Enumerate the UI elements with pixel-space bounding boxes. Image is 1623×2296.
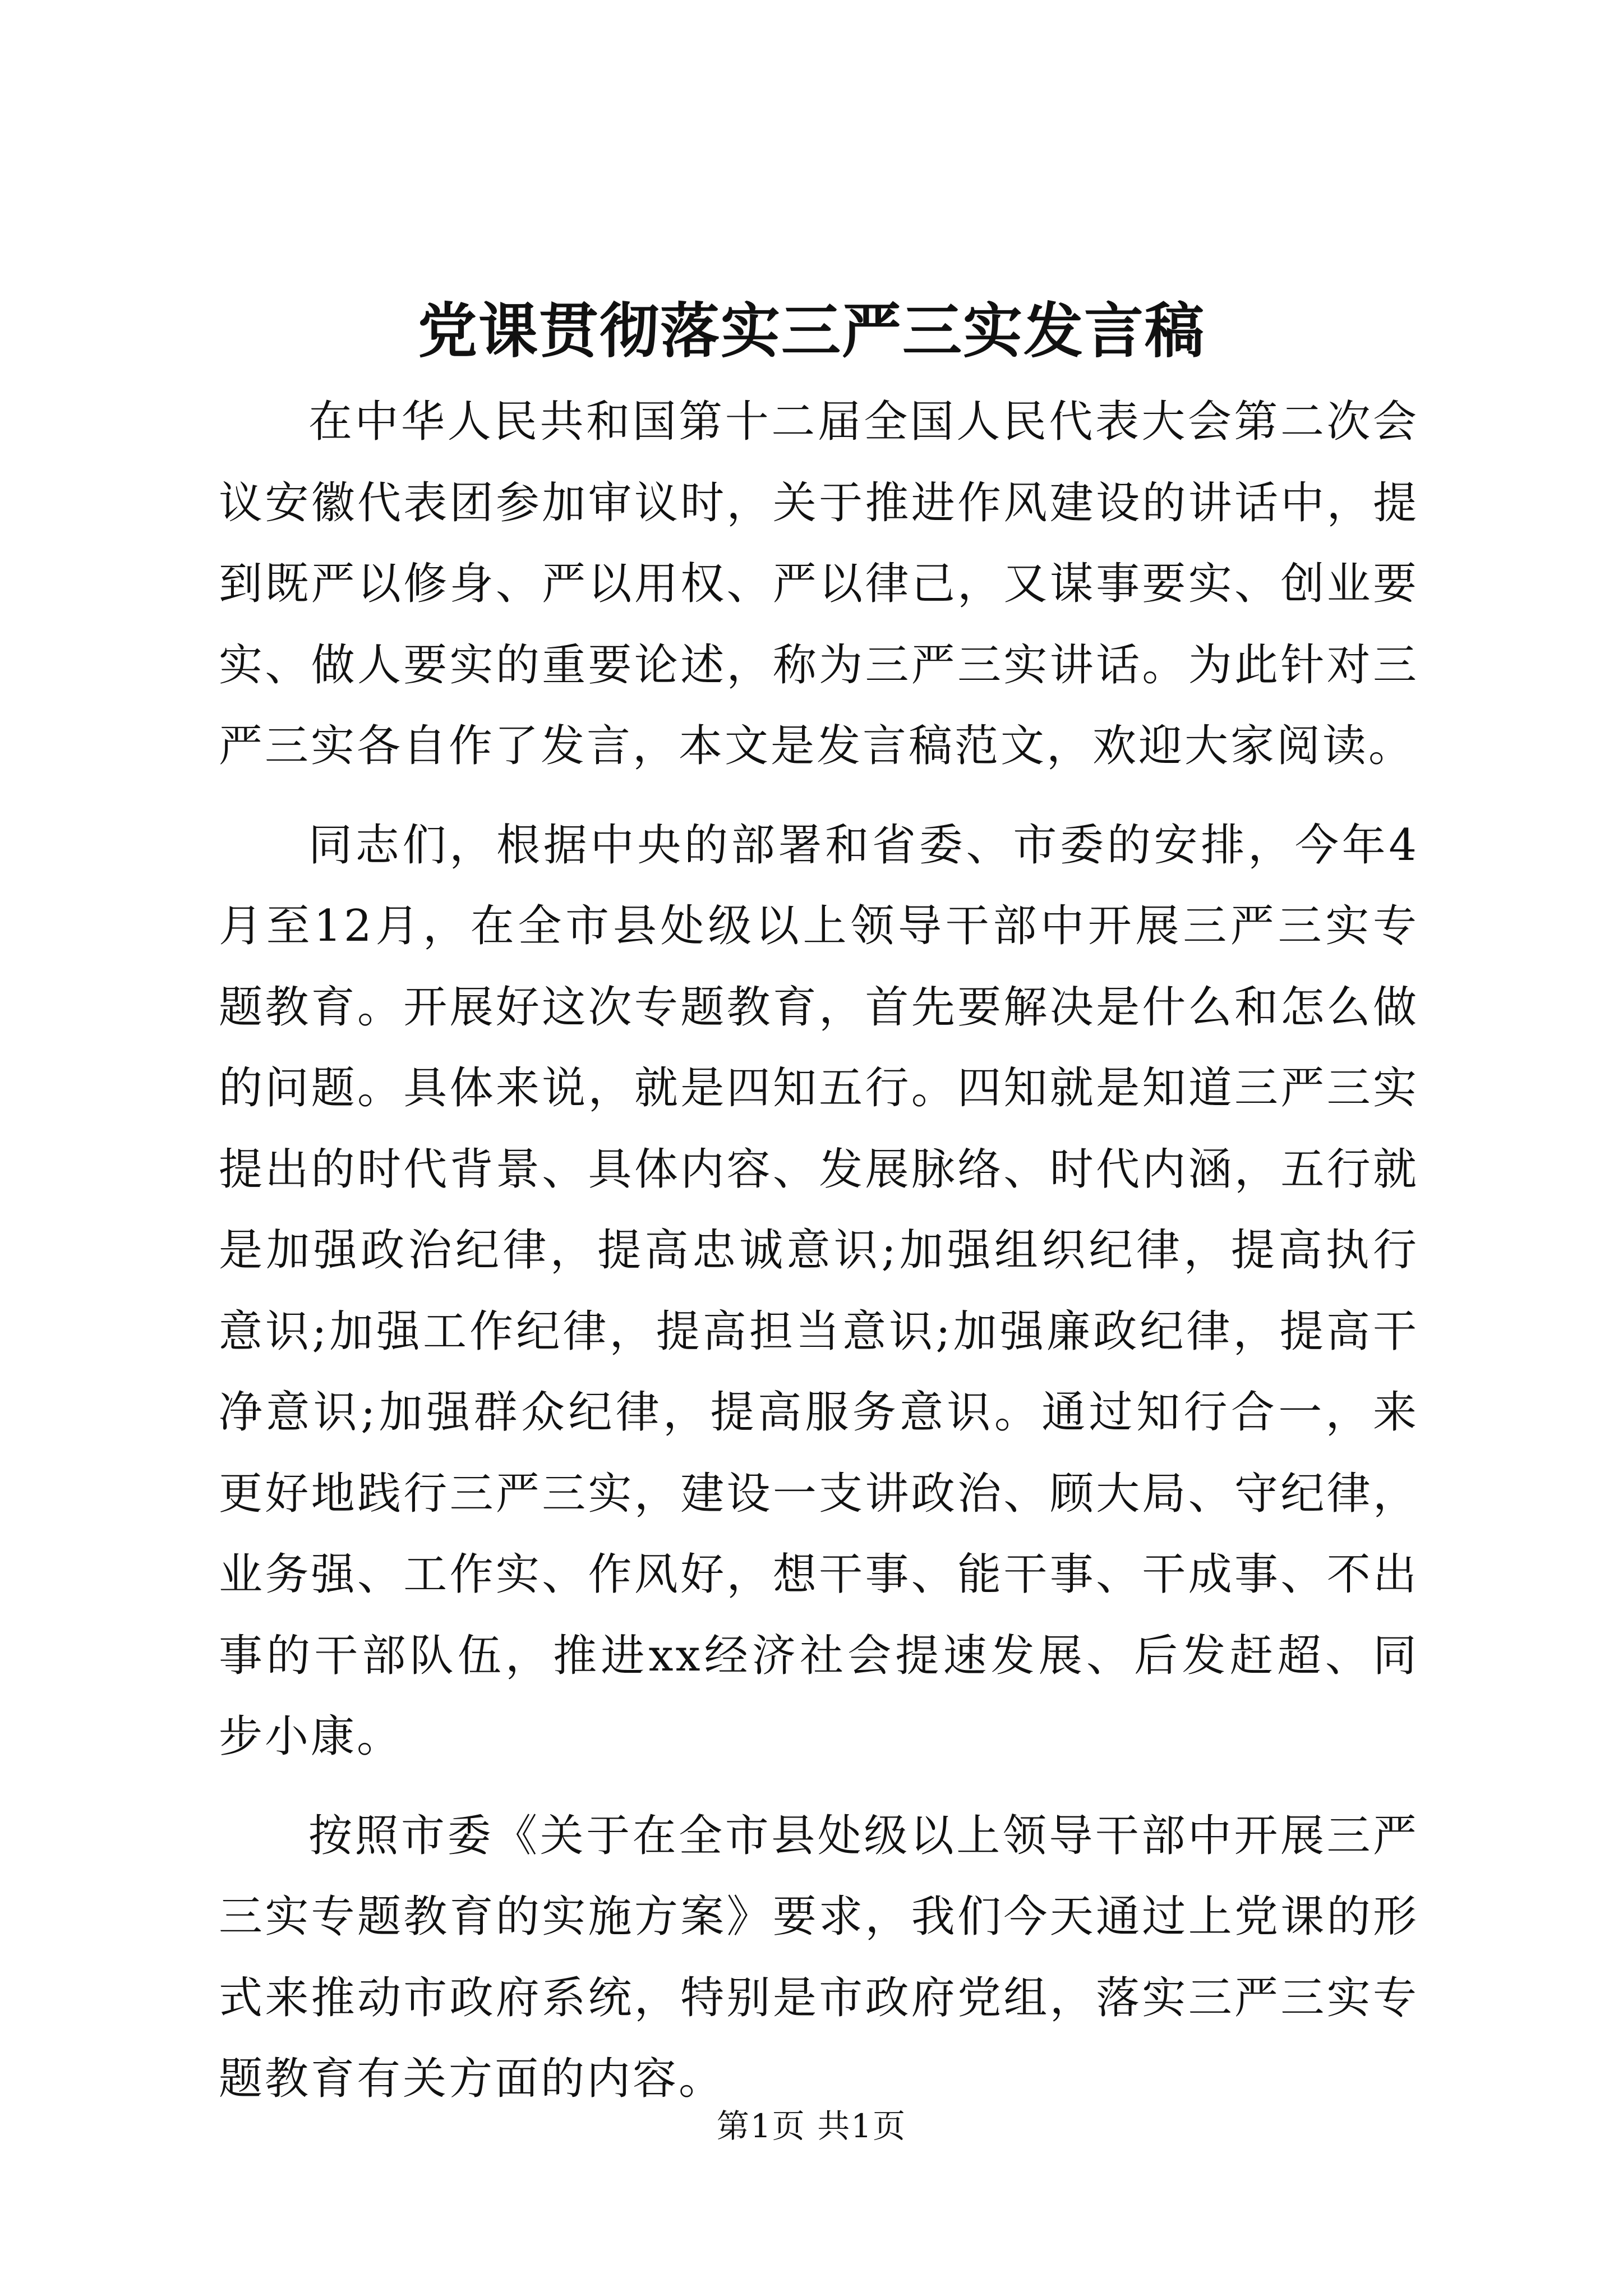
document-title: 党课贯彻落实三严三实发言稿 [418, 296, 1205, 366]
page-footer: 第1页 共1页 [716, 2107, 907, 2145]
paragraph-3: 按照市委《关于在全市县处级以上领导干部中开展三严三实专题教育的实施方案》要求，我们今天通过上党课的形式来推动市政府系统，特别是市政府党组，落实三严三实专题教育有关方面的内容。 [219, 1810, 1419, 2104]
paragraph-2: 同志们，根据中央的部署和省委、市委的安排，今年4月至12月，在全市县处级以上领导干部中开展三严三实专题教育。开展好这次专题教育，首先要解决是什么和怎么做的问题。具体来说，就是四知五行。四知就是知道三严三实提出的时代背景、具体内容、发展脉络、时代内涵，五行就是加强政治纪律，提高忠诚意识;加强组织纪律，提高执行意识;加强工作纪律，提高担当意识;加强廉政纪律，提高干净意识;加强群众纪律，提高服务意识。通过知行合一，来更好地践行三严三实，建设一支讲政治、顾大局、守纪律，业务强、工作实、作风好，想干事、能干事、干成事、不出事的干部队伍，推进xx经济社会提速发展、后发赶超、同步小康。 [219, 820, 1419, 1762]
document-body [219, 381, 1419, 2120]
paragraph-1: 在中华人民共和国第十二届全国人民代表大会第二次会议安徽代表团参加审议时，关于推进作风建设的讲话中，提到既严以修身、严以用权、严以律己，又谋事要实、创业要实、做人要实的重要论述，称为三严三实讲话。为此针对三严三实各自作了发言，本文是发言稿范文，欢迎大家阅读。 [219, 397, 1419, 771]
